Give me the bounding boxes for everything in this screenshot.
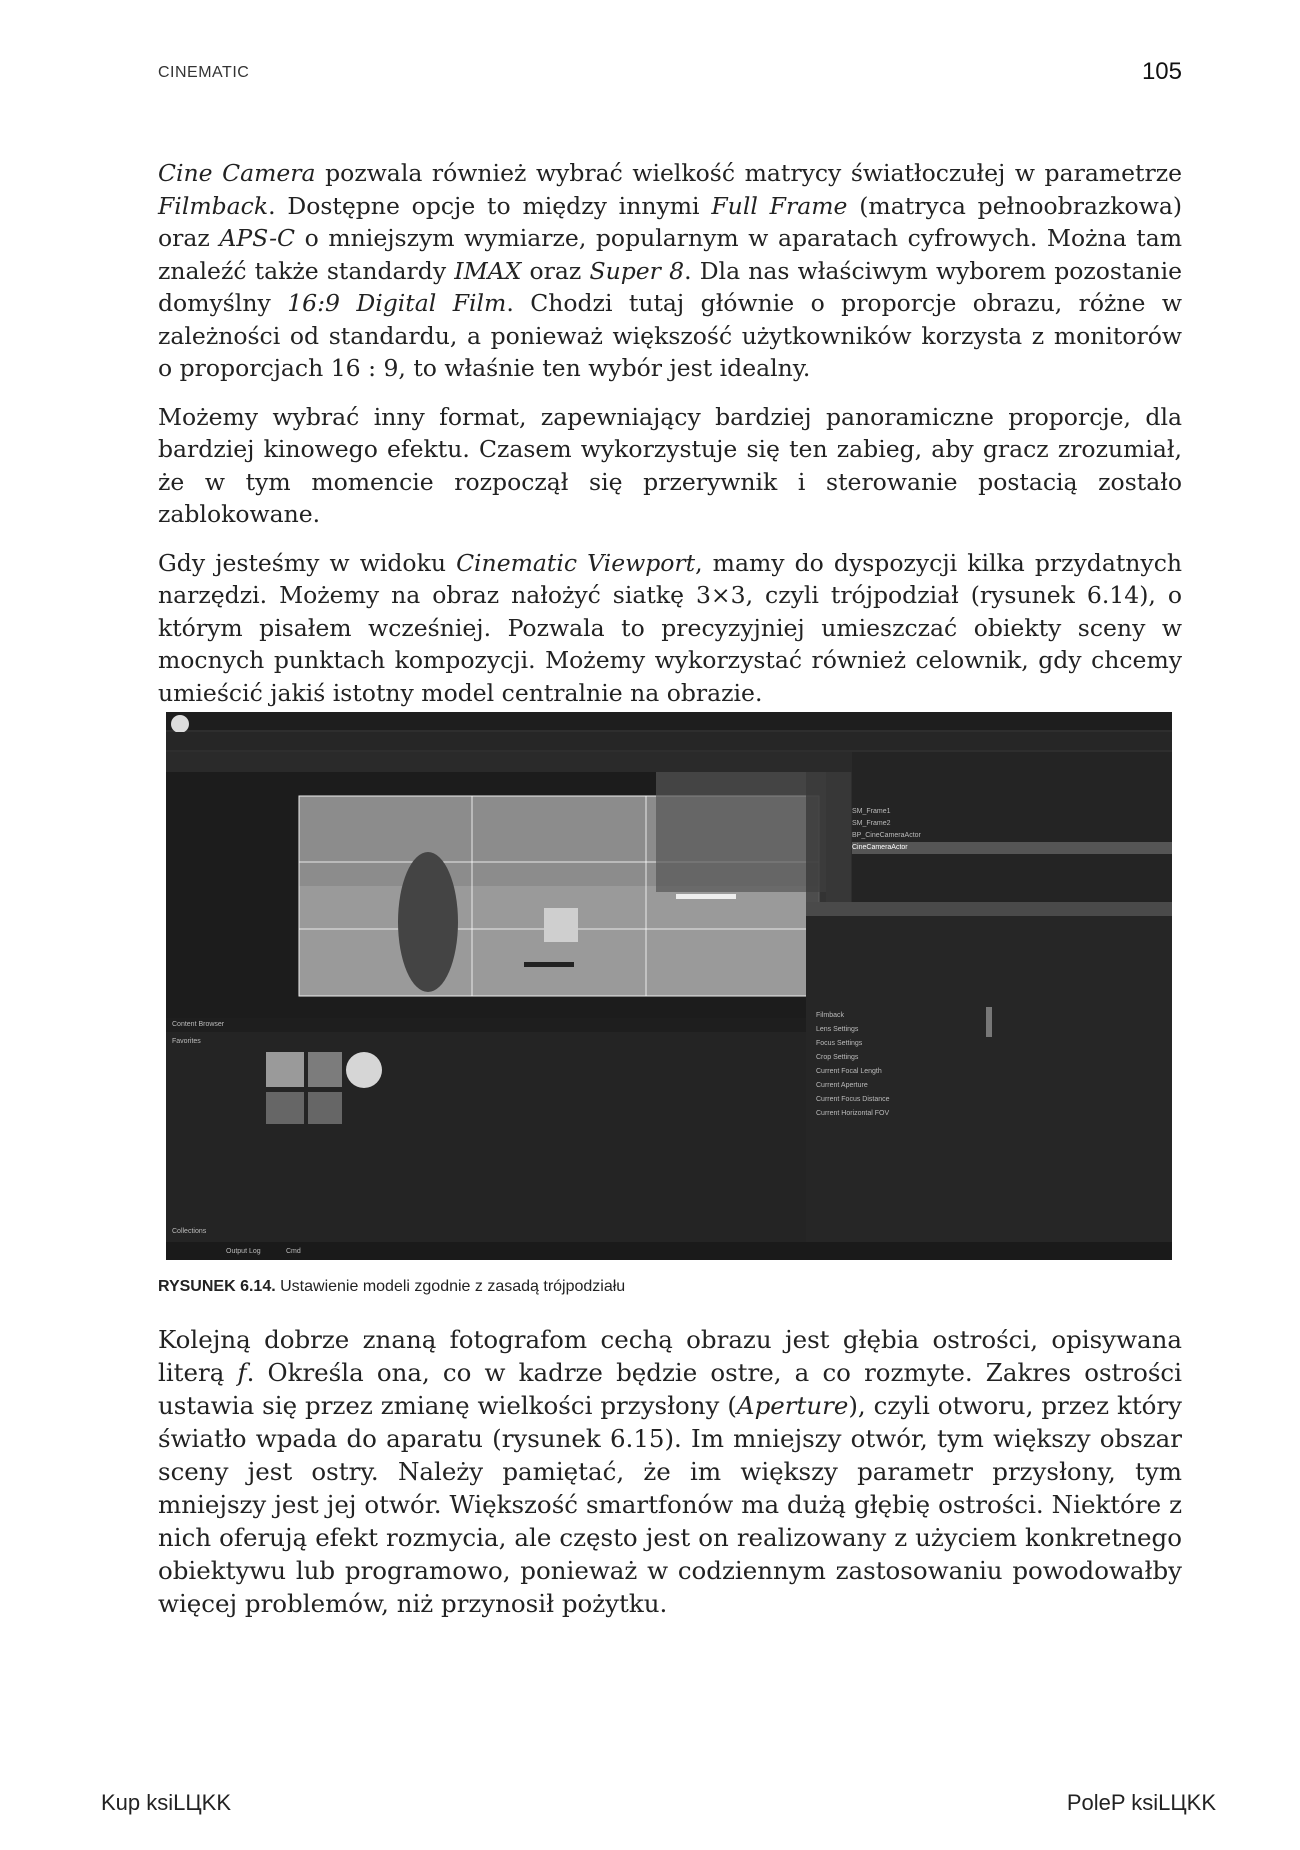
- italic-term: Aperture: [736, 1391, 849, 1420]
- outliner-item-selected[interactable]: CineCameraActor: [852, 844, 908, 851]
- italic-term: Full Frame: [711, 191, 848, 220]
- text-run: ), czyli otworu, przez który światło wpada do aparatu (rysunek 6.15). Im mniejszy otwór, tym większy obszar sceny jest ostry. Należy pamiętać, że im większy parametr przysłony, tym mniejszy jest jej otwór. Większość smartfonów ma dużą głębię ostrości. Niektóre z nich oferują efekt rozmycia, ale często jest on realizowany z użyciem konkretnego obiektywu lub programowo, ponieważ w codziennym zastosowaniu powodowałby więcej problemów, niż przynosił pożytku.: [158, 1391, 1182, 1618]
- italic-term: f: [237, 1358, 247, 1387]
- collections-section[interactable]: Collections: [172, 1228, 207, 1235]
- paragraph-depth-of-field: [158, 1323, 1182, 1620]
- cube-object: [544, 908, 578, 942]
- details-row: Current Aperture: [816, 1082, 868, 1089]
- italic-term: Cinematic Viewport: [456, 548, 696, 577]
- details-row: Current Focal Length: [816, 1068, 882, 1075]
- folder-thumbnail: [266, 1052, 304, 1087]
- details-row[interactable]: Crop Settings: [816, 1054, 859, 1061]
- character-figure: [398, 852, 458, 992]
- content-browser-tab[interactable]: Content Browser: [172, 1021, 225, 1028]
- outliner-item[interactable]: SM_Frame2: [852, 820, 891, 827]
- engine-logo-icon: [171, 715, 189, 733]
- body-text-bottom: [158, 1323, 1182, 1636]
- paragraph-cinematic-viewport: [158, 547, 1182, 710]
- text-run: pozwala również wybrać wielkość matrycy światłoczułej w parametrze: [315, 159, 1182, 187]
- caption-label: RYSUNEK 6.14.: [158, 1278, 276, 1295]
- page-number: 105: [1141, 58, 1182, 85]
- text-run: oraz: [521, 256, 590, 285]
- favorites-section[interactable]: Favorites: [172, 1038, 201, 1045]
- text-run: Możemy wybrać inny format, zapewniający bardziej panoramiczne proporcje, dla bardziej kinowego efektu. Czasem wykorzystuje się ten zabieg, aby gracz zrozumiał, że w tym momencie rozpoczął się przerywnik i sterowanie postacią zostało zablokowane.: [158, 402, 1182, 528]
- paragraph-format: [158, 401, 1182, 531]
- details-row: Current Horizontal FOV: [816, 1110, 890, 1117]
- details-row[interactable]: Filmback: [816, 1012, 845, 1019]
- text-run: . Dla nas właściwym wyborem pozostanie domyślny: [158, 256, 1182, 317]
- cmd-button[interactable]: Cmd: [286, 1248, 301, 1255]
- footer-left[interactable]: Kup ksiLЦKK: [101, 1790, 232, 1815]
- italic-term: IMAX: [454, 256, 522, 285]
- italic-term: 16:9 Digital Film: [287, 289, 507, 317]
- texture-thumbnail: [308, 1052, 342, 1087]
- editor-screenshot: [166, 712, 1172, 1260]
- outliner-item[interactable]: BP_CineCameraActor: [852, 832, 921, 839]
- italic-term: Super 8: [589, 256, 685, 285]
- details-row[interactable]: Focus Settings: [816, 1040, 863, 1047]
- running-header: CINEMATIC: [158, 64, 250, 81]
- figure-editor-screenshot: [166, 712, 1172, 1260]
- caption-text: Ustawienie modeli zgodnie z zasadą trójpodziału: [275, 1278, 626, 1295]
- body-text-top: [158, 157, 1182, 725]
- details-row: Current Focus Distance: [816, 1096, 890, 1103]
- text-run: (matryca pełnoobrazkowa) oraz: [158, 191, 1183, 252]
- outliner-item[interactable]: SM_Frame1: [852, 808, 891, 815]
- italic-term: APS-C: [219, 224, 296, 252]
- output-log-button[interactable]: Output Log: [226, 1248, 261, 1255]
- figure-caption: [158, 1278, 625, 1296]
- paragraph-filmback: [158, 157, 1182, 385]
- text-run: . Chodzi tutaj głównie o proporcje obrazu, różne w zależności od standardu, a ponieważ większość użytkowników korzysta z monitorów o proporcjach 16 : 9, to właśnie ten wybór jest idealny.: [158, 289, 1183, 382]
- material-sphere-thumbnail: [346, 1052, 382, 1088]
- text-run: , mamy do dyspozycji kilka przydatnych narzędzi. Możemy na obraz nałożyć siatkę 3×3, czyli trójpodział (rysunek 6.14), o którym pisałem wcześniej. Pozwala to precyzyjniej umieszczać obiekty sceny w mocnych punktach kompozycji. Możemy wykorzystać również celownik, gdy chcemy umieścić jakiś istotny model centralnie na obrazie.: [158, 548, 1182, 707]
- details-row[interactable]: Lens Settings: [816, 1026, 859, 1033]
- text-run: Kolejną dobrze znaną fotografom cechą obrazu jest głębia ostrości, opisywana literą: [158, 1325, 1182, 1387]
- text-run: . Określa ona, co w kadrze będzie ostre, a co rozmyte. Zakres ostrości ustawia się przez zmianę wielkości przysłony (: [158, 1358, 1182, 1420]
- text-run: o mniejszym wymiarze, popularnym w aparatach cyfrowych. Można tam znaleźć także standardy: [158, 224, 1182, 285]
- footer-right[interactable]: PoleP ksiLЦKK: [1066, 1790, 1216, 1815]
- text-run: Gdy jesteśmy w widoku: [158, 548, 457, 577]
- italic-term: Filmback: [158, 191, 269, 220]
- text-run: . Dostępne opcje to między innymi: [268, 191, 712, 220]
- italic-term: Cine Camera: [158, 159, 316, 187]
